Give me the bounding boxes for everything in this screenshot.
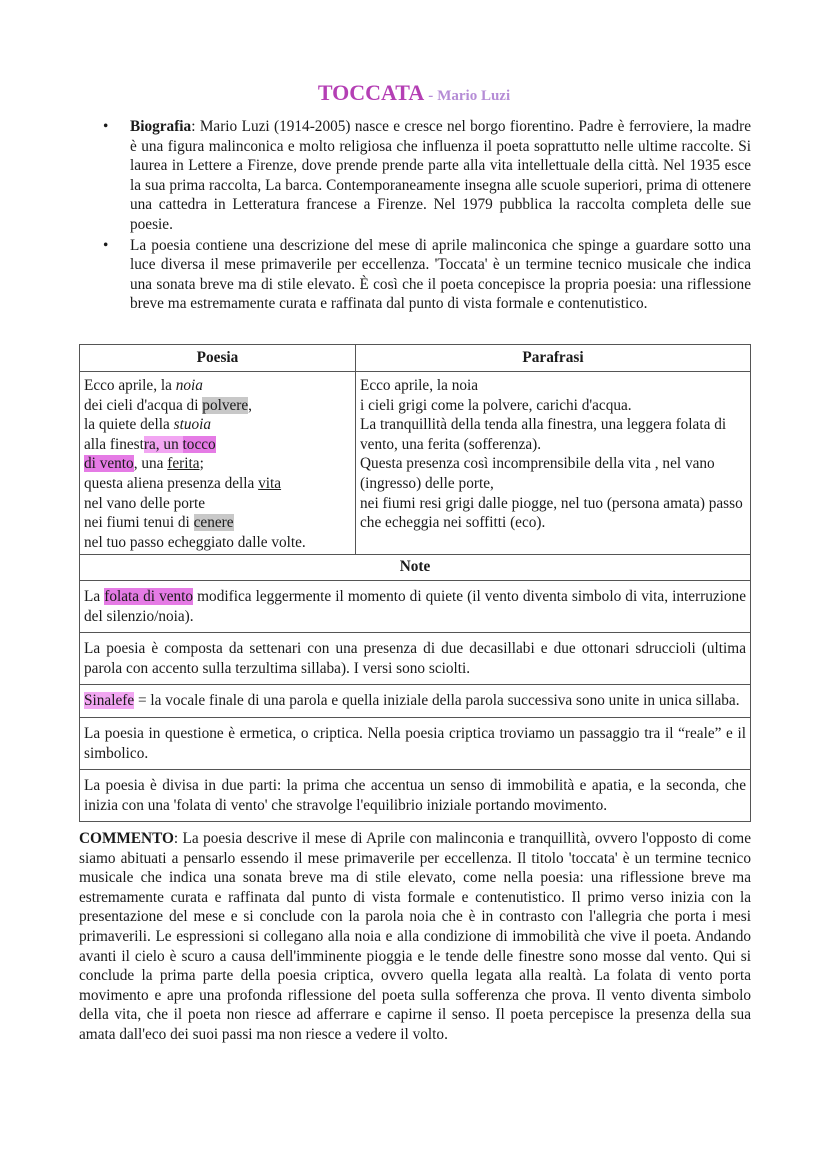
title-separator: - bbox=[428, 88, 434, 104]
poem-line: nel vano delle porte bbox=[84, 494, 206, 512]
header-parafrasi: Parafrasi bbox=[356, 345, 751, 372]
notes-header: Note bbox=[80, 555, 751, 581]
intro-bullet-list bbox=[97, 117, 751, 315]
note-highlight: Sinalefe bbox=[84, 692, 135, 710]
poem-line bbox=[84, 474, 351, 494]
parafrasi-text-cell bbox=[356, 372, 751, 555]
note-text: = la vocale finale di una parola e quella iniziale della parola successiva sono unite in unica sillaba. bbox=[134, 692, 740, 710]
poem-word-noia: noia bbox=[175, 377, 203, 394]
poem-highlight-sinalefe: ra, un bbox=[143, 435, 183, 453]
poem-line bbox=[84, 454, 351, 474]
note-folata bbox=[80, 580, 751, 632]
header-poesia: Poesia bbox=[80, 345, 356, 372]
document-title bbox=[0, 80, 828, 106]
poem-line bbox=[84, 435, 351, 455]
bullet-label: Biografia bbox=[130, 118, 192, 135]
note-ermetica: La poesia in questione è ermetica, o criptica. Nella poesia criptica troviamo un passaggio tra il “reale” e il simbolico. bbox=[80, 717, 751, 769]
poem-text: la quiete della bbox=[84, 416, 174, 434]
poem-word-polvere: polvere bbox=[202, 396, 249, 414]
note-sinalefe bbox=[80, 685, 751, 718]
poem-table bbox=[79, 344, 751, 822]
poem-line: nel tuo passo echeggiato dalle volte. bbox=[84, 533, 306, 551]
note-row bbox=[80, 633, 751, 685]
title-main: TOCCATA bbox=[317, 80, 425, 105]
poem-word-cenere: cenere bbox=[193, 514, 234, 532]
poem-word-di-vento: di vento bbox=[84, 455, 134, 473]
poem-line bbox=[84, 396, 351, 416]
note-text: La bbox=[84, 587, 105, 605]
table-row bbox=[80, 372, 751, 555]
notes-header-row bbox=[80, 555, 751, 581]
poem-line bbox=[84, 513, 351, 533]
poem-text: Ecco aprile, la bbox=[84, 377, 176, 394]
bullet-text: La poesia contiene una descrizione del mese di aprile malinconica che spinge a guardare sotto una luce diversa il mese primaverile per eccellenza. 'Toccata' è un termine tecnico musicale che indica una sonata breve ma di stile elevato. È così che il poeta concepisce la propria poesia: una riflessione breve ma estremamente curata e raffinata dal punto di vista formale e contenutistico. bbox=[130, 236, 751, 313]
bullet-dot-icon: • bbox=[103, 118, 109, 135]
poem-word-stuoia: stuoia bbox=[173, 416, 212, 434]
note-row bbox=[80, 717, 751, 769]
parafrasi-line: Ecco aprile, la noia bbox=[360, 377, 479, 394]
commento-label: COMMENTO bbox=[79, 830, 174, 847]
poem-text-cell bbox=[80, 372, 356, 555]
parafrasi-line: i cieli grigi come la polvere, carichi d'acqua. bbox=[360, 396, 632, 414]
poem-text: , bbox=[248, 396, 252, 414]
note-parti: La poesia è divisa in due parti: la prima che accentua un senso di immobilità e apatia, e la seconda, che inizia con una 'folata di vento' che stravolge l'equilibrio iniziale portando movimento. bbox=[80, 770, 751, 822]
note-highlight: folata di vento bbox=[104, 587, 194, 605]
poem-text: , una bbox=[133, 455, 168, 473]
title-author: Mario Luzi bbox=[437, 88, 511, 104]
note-text: modifica leggermente il momento di quiete (il vento diventa simbolo di vita, interruzione del silenzio/noia). bbox=[84, 587, 746, 625]
commento-text: : La poesia descrive il mese di Aprile con malinconia e tranquillità, ovvero l'opposto di come siamo abituati a pensarlo essendo il mese primaverile per eccellenza. Il titolo 'toccata' è un termine tecnico musicale che indica una sonata breve ma di stile elevato, come nella poesia: una riflessione breve ma estremamente curata e raffinata dal punto di vista formale e contenutistico. Il primo verso inizia con la presentazione del mese e si conclude con la parola noia che è in contrasto con l'allegria che porta i mesi primaverili. Le espressioni si collegano alla noia e alla condizione di immobilità che vive il poeta. Andando avanti il cielo è scuro a causa dell'imminente pioggia e le tende delle finestre sono mosse dal vento. Qui si conclude la prima parte della poesia criptica, ovvero quella legata alla realtà. La folata di vento porta movimento e apre una profonda riflessione del poeta sulla sofferenza che prova. Il vento diventa simbolo della vita, che il poeta non riesce ad afferrare e capirne il senso. Il poeta percepisce la presenza della sua amata dall'eco dei suoi passi ma non riesce a vedere il volto. bbox=[79, 830, 751, 1043]
parafrasi-line: Questa presenza così incomprensibile della vita , nel vano (ingresso) delle porte, bbox=[360, 455, 715, 492]
note-row bbox=[80, 685, 751, 718]
poem-word-vita: vita bbox=[258, 474, 282, 492]
poem-word-ferita: ferita bbox=[167, 455, 200, 473]
bullet-dot-icon: • bbox=[103, 236, 109, 254]
poem-line bbox=[84, 376, 351, 396]
parafrasi-line: La tranquillità della tenda alla finestra, una leggera folata di vento, una ferita (sofferenza). bbox=[360, 416, 727, 453]
table-header-row bbox=[80, 345, 751, 372]
bullet-poesia bbox=[97, 236, 751, 314]
bullet-biografia bbox=[97, 117, 751, 235]
poem-text: alla finest bbox=[84, 435, 144, 453]
note-row bbox=[80, 770, 751, 822]
parafrasi-line: nei fiumi resi grigi dalle piogge, nel tuo (persona amata) passo che echeggia nei soffitti (eco). bbox=[360, 494, 743, 532]
poem-text: dei cieli d'acqua di bbox=[84, 396, 203, 414]
poem-text: nei fiumi tenui di bbox=[84, 514, 194, 532]
note-row bbox=[80, 580, 751, 632]
poem-text: ; bbox=[199, 455, 204, 473]
poem-line bbox=[84, 415, 351, 435]
poem-word-tocco: tocco bbox=[182, 435, 216, 453]
note-metrica: La poesia è composta da settenari con una presenza di due decasillabi e due ottonari sdruccioli (ultima parola con accento sulla terzultima sillaba). I versi sono sciolti. bbox=[80, 633, 751, 685]
bullet-text: : Mario Luzi (1914-2005) nasce e cresce nel borgo fiorentino. Padre è ferroviere, la madre è una figura malinconica e molto religiosa che influenza il poeta soprattutto nelle ultime raccolte. Si laurea in Lettere a Firenze, dove prende prende parte alla vita intellettuale della città. Nel 1935 esce la sua prima raccolta, La barca. Contemporaneamente insegna alle scuole superiori, prima di ottenere una cattedra in Letteratura francese a Firenze. Nel 1979 pubblica la raccolta completa delle sue poesie. bbox=[130, 118, 751, 233]
poem-text: questa aliena presenza della bbox=[84, 474, 259, 492]
commento-paragraph bbox=[79, 829, 751, 1045]
